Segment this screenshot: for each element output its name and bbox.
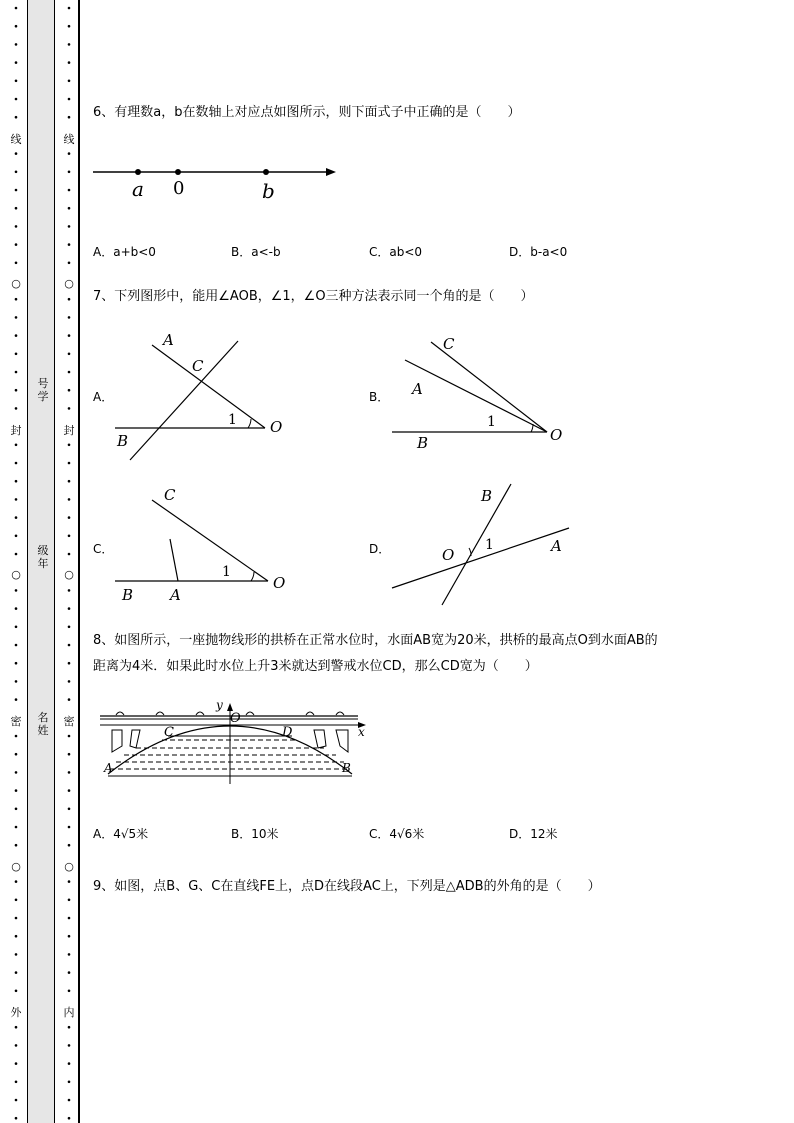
svg-text:O: O — [442, 546, 455, 564]
question-8-line-2: 距离为4米．如果此时水位上升3米就达到警戒水位CD，那么CD宽为（ ） — [93, 659, 538, 674]
outer-label-feng: 封 — [10, 424, 22, 437]
q7-option-a-letter: A． — [93, 390, 114, 404]
inner-label-xian: 线 — [63, 133, 75, 146]
question-6-text: 6、有理数a，b在数轴上对应点如图所示，则下面式子中正确的是（ ） — [93, 105, 521, 120]
inner-label-feng: 封 — [63, 424, 75, 437]
svg-text:O: O — [270, 418, 283, 436]
svg-text:1: 1 — [228, 412, 237, 428]
svg-text:1: 1 — [222, 564, 231, 580]
inner-circle-1: ○ — [62, 277, 76, 290]
svg-text:A: A — [104, 761, 113, 775]
outer-label-mi: 密 — [10, 715, 22, 728]
outer-circle-1: ○ — [9, 277, 23, 290]
inner-circle-3: ○ — [62, 860, 76, 873]
svg-text:A: A — [163, 331, 174, 349]
question-7-text: 7、下列图形中，能用∠AOB，∠1，∠O三种方法表示同一个角的是（ ） — [93, 289, 534, 304]
outer-circle-2: ○ — [9, 568, 23, 581]
question-9-text: 9、如图，点B、G、C在直线FE上，点D在线段AC上，下列是△ADB的外角的是（ ） — [93, 879, 601, 894]
q8-option-b: B．10米 — [231, 827, 279, 841]
q8-option-d: D．12米 — [509, 827, 558, 841]
field-student-number: 号学 — [37, 377, 49, 403]
inner-label-nei: 内 — [63, 1006, 75, 1019]
svg-text:A: A — [551, 537, 562, 555]
svg-text:O: O — [550, 426, 563, 444]
q6-option-d: D．b-a<0 — [509, 245, 568, 259]
axis-label-a: a — [132, 177, 144, 201]
outer-circle-3: ○ — [9, 860, 23, 873]
svg-text:A: A — [170, 586, 181, 604]
inner-label-mi: 密 — [63, 715, 75, 728]
outer-label-xian: 线 — [10, 133, 22, 146]
svg-text:B: B — [117, 432, 129, 450]
q7-option-c-letter: C． — [93, 542, 114, 556]
svg-text:C: C — [443, 335, 455, 353]
outer-label-wai: 外 — [10, 1006, 22, 1019]
q7-option-b-letter: B． — [369, 390, 390, 404]
svg-text:1: 1 — [485, 537, 494, 553]
svg-text:B: B — [342, 761, 351, 775]
inner-dot-column — [63, 0, 75, 1123]
arch-bridge-figure — [96, 698, 376, 788]
binding-line — [78, 0, 80, 1123]
svg-text:x: x — [358, 725, 365, 739]
axis-label-zero: 0 — [173, 178, 185, 199]
svg-text:C: C — [192, 357, 204, 375]
q7-figure-c — [110, 480, 300, 605]
svg-text:B: B — [417, 434, 429, 452]
svg-text:C: C — [164, 725, 174, 740]
svg-text:C: C — [164, 486, 176, 504]
axis-label-b: b — [262, 179, 275, 202]
svg-text:O: O — [273, 574, 286, 592]
svg-text:y: y — [216, 698, 223, 712]
inner-circle-2: ○ — [62, 568, 76, 581]
svg-text:O: O — [230, 711, 241, 726]
q7-figure-a — [110, 325, 300, 465]
q7-figure-b — [385, 330, 575, 460]
svg-text:B: B — [481, 487, 493, 505]
svg-text:A: A — [412, 380, 423, 398]
q6-option-c: C．ab<0 — [369, 245, 423, 259]
svg-text:1: 1 — [487, 414, 496, 430]
q8-option-c: C．4√6米 — [369, 827, 425, 841]
q6-option-b: B．a<-b — [231, 245, 281, 259]
q6-option-a: A．a+b<0 — [93, 245, 156, 259]
svg-text:D: D — [282, 725, 293, 740]
field-name: 名姓 — [37, 711, 49, 737]
q7-figure-d — [385, 480, 575, 610]
field-grade: 级年 — [37, 544, 49, 570]
outer-dot-column — [10, 0, 22, 1123]
q7-option-d-letter: D． — [369, 542, 391, 556]
question-8-line-1: 8、如图所示，一座抛物线形的拱桥在正常水位时，水面AB宽为20米，拱桥的最高点O到水面AB的 — [93, 633, 658, 648]
number-line-figure — [90, 158, 340, 202]
svg-text:B: B — [122, 586, 134, 604]
q8-option-a: A．4√5米 — [93, 827, 149, 841]
